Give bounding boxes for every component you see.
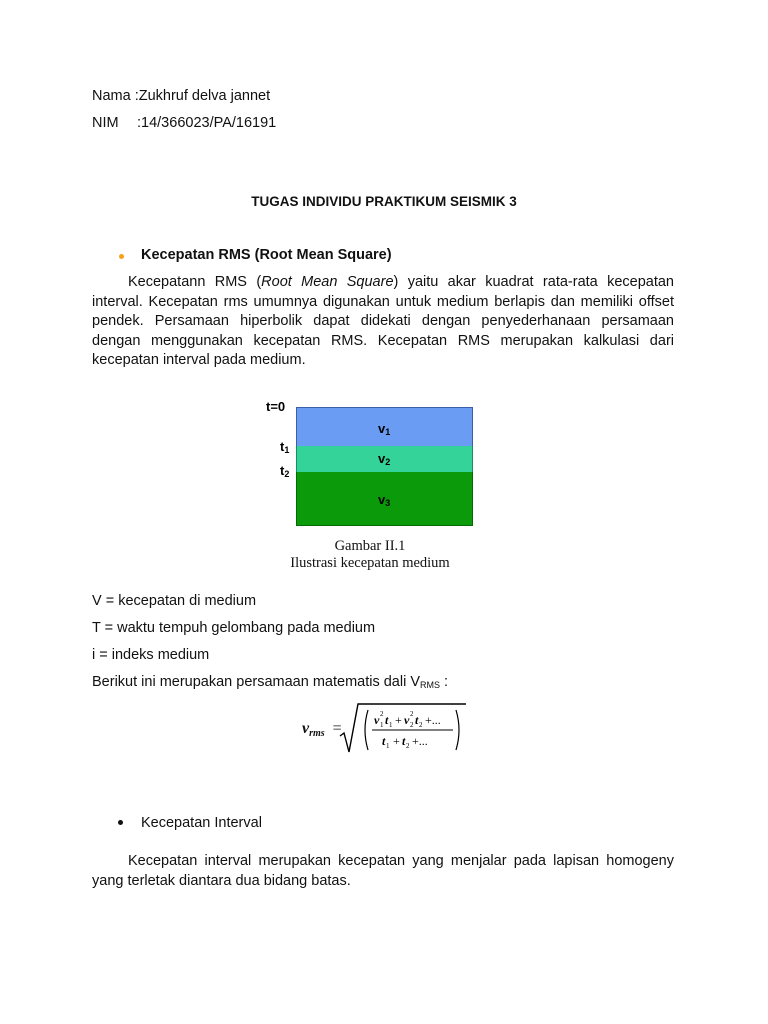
svg-text:t: t xyxy=(385,713,389,727)
bullet-orange-icon xyxy=(119,254,124,259)
layer-1 xyxy=(296,407,473,447)
figure-caption-title: Gambar II.1 xyxy=(334,538,406,554)
svg-text:2: 2 xyxy=(419,721,423,729)
label-t0: t=0 xyxy=(266,399,286,414)
paragraph-rms: Kecepatann RMS (Root Mean Square) yaitu akar kuadrat rata-rata kecepatan interval. Kecepatan rms umumnya digunakan untuk medium berlapis dan memiliki offset pendek. Persamaan hiperbolik dapat didekati dengan penyederhanaan persamaan dengan menggunakan kecepatan RMS. Kecepatan RMS merupakan kalkulasi dari kecepatan interval pada medium. xyxy=(92,274,674,369)
nim-label: NIM xyxy=(92,115,119,131)
nim-value: :14/366023/PA/16191 xyxy=(137,115,277,131)
definition-v: V = kecepatan di medium xyxy=(92,593,257,609)
document-title: TUGAS INDIVIDU PRAKTIKUM SEISMIK 3 xyxy=(251,194,517,209)
layer-2 xyxy=(296,446,473,472)
formula-intro: Berikut ini merupakan persamaan matematis dali VRMS : xyxy=(92,674,449,690)
label-t2: $t_2$ xyxy=(280,463,290,479)
svg-text:+...: +... xyxy=(412,734,428,748)
name-line: Nama :Zukhruf delva jannet xyxy=(92,88,271,104)
label-t1: $t_1$ xyxy=(280,439,290,455)
svg-text:1: 1 xyxy=(386,742,390,750)
svg-text:v: v xyxy=(374,713,380,727)
svg-text:t: t xyxy=(382,734,386,748)
svg-text:2: 2 xyxy=(380,710,384,718)
layer-3 xyxy=(296,472,473,526)
svg-text:2: 2 xyxy=(406,742,410,750)
figure-caption-desc: Ilustrasi kecepatan medium xyxy=(290,555,450,571)
svg-text:1: 1 xyxy=(389,721,393,729)
paragraph-interval: Kecepatan interval merupakan kecepatan yang menjalar pada lapisan homogeny yang terletak diantara dua bidang batas. xyxy=(92,853,674,889)
svg-text:+...: +... xyxy=(425,713,441,727)
label-v2: $v_2$ xyxy=(378,451,391,467)
svg-text:v: v xyxy=(404,713,410,727)
svg-text:1: 1 xyxy=(380,721,384,729)
section-heading-rms: Kecepatan RMS (Root Mean Square) xyxy=(141,247,392,263)
bullet-black-icon xyxy=(118,820,123,825)
radical-sign-icon xyxy=(296,700,472,758)
formula-vrms xyxy=(296,700,472,758)
label-v1: $v_1$ xyxy=(378,421,391,437)
figure-medium xyxy=(260,390,480,580)
svg-text:2: 2 xyxy=(410,721,414,729)
svg-text:2: 2 xyxy=(410,710,414,718)
definition-i: i = indeks medium xyxy=(92,647,210,663)
definition-t: T = waktu tempuh gelombang pada medium xyxy=(92,620,376,636)
section-heading-interval: Kecepatan Interval xyxy=(141,815,262,831)
svg-text:t: t xyxy=(402,734,406,748)
svg-text:+: + xyxy=(395,713,402,727)
label-v3: $v_3$ xyxy=(378,492,391,508)
formula-lhs: vrms = xyxy=(302,720,342,739)
svg-text:+: + xyxy=(393,734,400,748)
svg-text:t: t xyxy=(415,713,419,727)
